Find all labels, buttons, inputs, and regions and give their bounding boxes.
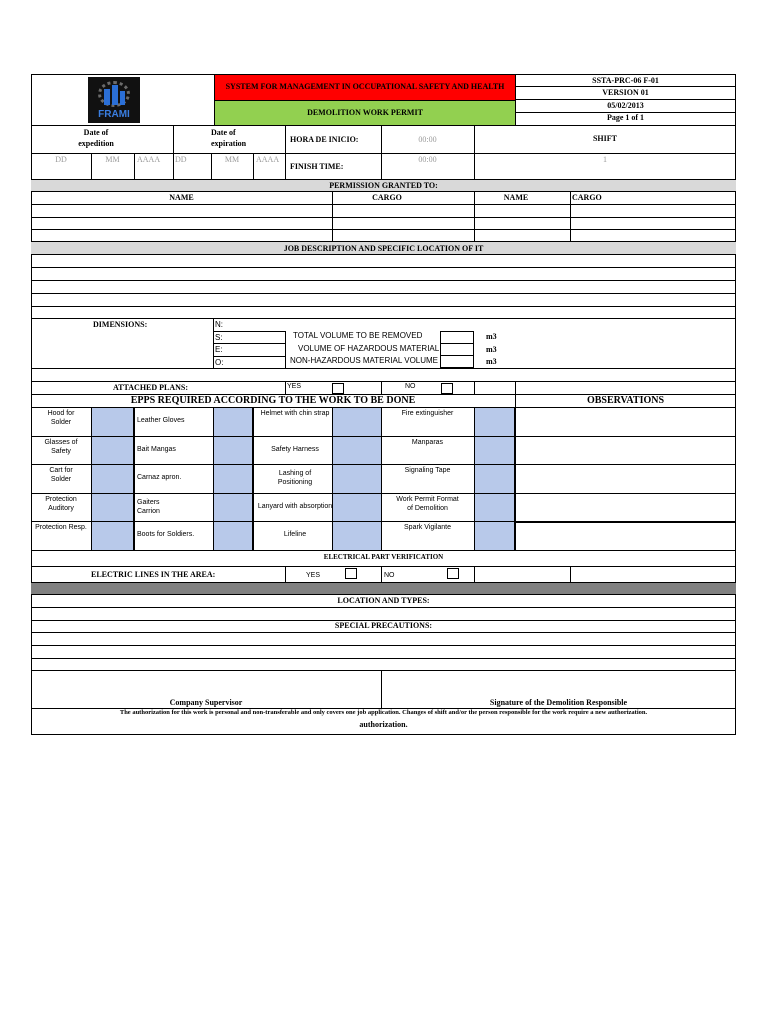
epp-check-cell[interactable] xyxy=(91,521,134,551)
system-title: SYSTEM FOR MANAGEMENT IN OCCUPATIONAL SAFETY AND HEALTH xyxy=(225,82,505,91)
epp-check-cell[interactable] xyxy=(213,464,253,494)
epp-item-label: Positioning xyxy=(277,479,313,486)
expiration-month-field[interactable]: MM xyxy=(224,155,240,164)
epp-item-label: Lifeline xyxy=(283,531,307,538)
epp-check-cell[interactable] xyxy=(332,436,382,466)
cargo-column-header-2: CARGO xyxy=(572,193,602,202)
name-column-header: NAME xyxy=(169,193,194,202)
hazardous-volume-label: VOLUME OF HAZARDOUS MATERIAL xyxy=(298,344,440,353)
epp-check-cell[interactable] xyxy=(91,464,134,494)
epp-check-cell[interactable] xyxy=(91,493,134,523)
epp-item-label: Bait Mangas xyxy=(137,446,176,453)
expedition-date-label-2: expedition xyxy=(78,139,114,148)
epp-check-cell[interactable] xyxy=(213,521,253,551)
electric-no-checkbox[interactable] xyxy=(447,568,459,579)
system-title-banner xyxy=(215,75,515,100)
permission-title: PERMISSION GRANTED TO: xyxy=(329,181,438,190)
epp-check-cell[interactable] xyxy=(474,436,515,466)
finish-time-label: FINISH TIME: xyxy=(290,162,344,171)
epp-check-cell[interactable] xyxy=(474,464,515,494)
doc-code: SSTA-PRC-06 F-01 xyxy=(592,76,659,85)
epp-check-cell[interactable] xyxy=(474,521,515,551)
footer-note: The authorization for this work is personal and non-transferable and only covers one job application. Changes of shift and/or the person responsible for the work require a new authorization. xyxy=(119,709,648,716)
epp-item-label: Signaling Tape xyxy=(404,467,451,474)
dimension-west[interactable]: O: xyxy=(215,358,224,367)
total-volume-unit: m3 xyxy=(486,332,497,341)
epp-item-label: Safety Harness xyxy=(271,446,319,453)
attached-plans-label: ATTACHED PLANS: xyxy=(113,383,189,392)
hazardous-volume-unit: m3 xyxy=(486,345,497,354)
electrical-title: ELECTRICAL PART VERIFICATION xyxy=(323,553,444,561)
epp-check-cell[interactable] xyxy=(474,407,515,437)
form-title: DEMOLITION WORK PERMIT xyxy=(307,108,423,117)
epp-check-cell[interactable] xyxy=(332,521,382,551)
location-title: LOCATION AND TYPES: xyxy=(337,596,430,605)
epp-item-label: Safety xyxy=(51,448,71,455)
doc-page: Page 1 of 1 xyxy=(606,113,645,122)
cargo-column-header: CARGO xyxy=(372,193,402,202)
electric-yes-label: YES xyxy=(306,572,321,579)
doc-date: 05/02/2013 xyxy=(607,101,644,110)
electric-no-label: NO xyxy=(384,572,395,579)
shift-label: SHIFT xyxy=(592,134,617,143)
epp-check-cell[interactable] xyxy=(332,407,382,437)
expedition-day-field[interactable]: DD xyxy=(55,155,67,164)
dimensions-label: DIMENSIONS: xyxy=(93,320,148,329)
epp-check-cell[interactable] xyxy=(213,436,253,466)
plans-yes-label: YES xyxy=(287,383,302,390)
epp-item-label: Protection Resp. xyxy=(35,524,87,531)
electric-lines-label: ELECTRIC LINES IN THE AREA: xyxy=(91,570,216,579)
epp-check-cell[interactable] xyxy=(474,493,515,523)
epp-check-cell[interactable] xyxy=(91,436,134,466)
start-time-label: HORA DE INICIO: xyxy=(290,135,359,144)
epp-check-cell[interactable] xyxy=(91,407,134,437)
epp-check-cell[interactable] xyxy=(213,407,253,437)
plans-no-checkbox[interactable] xyxy=(441,383,453,394)
epp-check-cell[interactable] xyxy=(332,493,382,523)
non-hazardous-volume-unit: m3 xyxy=(486,357,497,366)
epp-item-label: of Demolition xyxy=(407,505,448,512)
expiration-year-field[interactable]: AAAA xyxy=(256,155,280,164)
expiration-day-field[interactable]: DD xyxy=(175,155,187,164)
epp-item-label: Solder xyxy=(50,476,72,483)
epp-item-label: Solder xyxy=(50,419,72,426)
dimension-north[interactable]: N: xyxy=(215,320,223,329)
expedition-month-field[interactable]: MM xyxy=(105,155,120,164)
precautions-title: SPECIAL PRECAUTIONS: xyxy=(334,621,433,630)
epp-item-label: Cart for xyxy=(49,467,73,474)
plans-yes-checkbox[interactable] xyxy=(332,383,344,394)
observations-title: OBSERVATIONS xyxy=(586,395,665,406)
electric-yes-checkbox[interactable] xyxy=(345,568,357,579)
permission-section-header xyxy=(31,179,736,192)
non-hazardous-volume-label: NON-HAZARDOUS MATERIAL VOLUME xyxy=(290,356,439,365)
demolition-permit-form xyxy=(31,74,736,734)
epp-item-label: Lanyard with absorption xyxy=(257,503,333,510)
shift-field[interactable]: 1 xyxy=(603,155,607,164)
footer-note-end: authorization. xyxy=(359,720,408,729)
finish-time-field[interactable]: 00:00 xyxy=(418,155,437,164)
total-volume-label: TOTAL VOLUME TO BE REMOVED xyxy=(293,331,423,340)
start-time-field[interactable]: 00:00 xyxy=(418,135,437,144)
dimension-south[interactable]: S: xyxy=(215,333,223,342)
name-column-header-2: NAME xyxy=(503,193,529,202)
expedition-year-field[interactable]: AAAA xyxy=(137,155,161,164)
doc-version: VERSION 01 xyxy=(602,88,649,97)
epp-check-cell[interactable] xyxy=(213,493,253,523)
epp-item-label: Gaiters xyxy=(137,499,160,506)
dimension-east[interactable]: E: xyxy=(215,345,223,354)
epp-item-label: Glasses of xyxy=(44,439,78,446)
expedition-date-label: Date of xyxy=(83,128,109,137)
non-hazardous-volume-input[interactable] xyxy=(440,355,474,368)
epp-item-label: Auditory xyxy=(48,505,74,512)
epp-item-label: Spark Vigilante xyxy=(404,524,451,531)
logo-text: FRAMI xyxy=(98,109,130,120)
dark-divider xyxy=(31,582,736,595)
expiration-date-label: Date of xyxy=(211,128,236,137)
epp-item-label: Boots for Soldiers. xyxy=(137,531,195,538)
epp-item-label: Fire extinguisher xyxy=(401,410,454,417)
responsible-signature-label: Signature of the Demolition Responsible xyxy=(489,698,628,707)
epp-item-label: Protection xyxy=(45,496,77,503)
job-title: JOB DESCRIPTION AND SPECIFIC LOCATION OF IT xyxy=(283,244,484,253)
epp-item-label: Work Permit Format xyxy=(396,496,459,503)
company-logo xyxy=(88,77,140,123)
epp-item-label: Lashing of xyxy=(278,470,312,477)
plans-no-label: NO xyxy=(405,383,416,390)
supervisor-signature-label: Company Supervisor xyxy=(169,698,243,707)
expiration-date-label-2: expiration xyxy=(211,139,247,148)
epps-title: EPPS REQUIRED ACCORDING TO THE WORK TO BE DONE xyxy=(130,395,416,406)
form-title-banner xyxy=(215,101,515,125)
job-section-header xyxy=(31,241,736,255)
epp-item-label: Carnaz apron. xyxy=(137,474,182,481)
epp-item-label: Hood for xyxy=(47,410,75,417)
epp-check-cell[interactable] xyxy=(332,464,382,494)
epp-item-label: Manparas xyxy=(411,439,444,446)
epp-item-label: Leather Gloves xyxy=(137,417,185,424)
epp-item-label: Carrion xyxy=(137,508,160,515)
epp-item-label: Helmet with chin strap xyxy=(260,410,330,417)
